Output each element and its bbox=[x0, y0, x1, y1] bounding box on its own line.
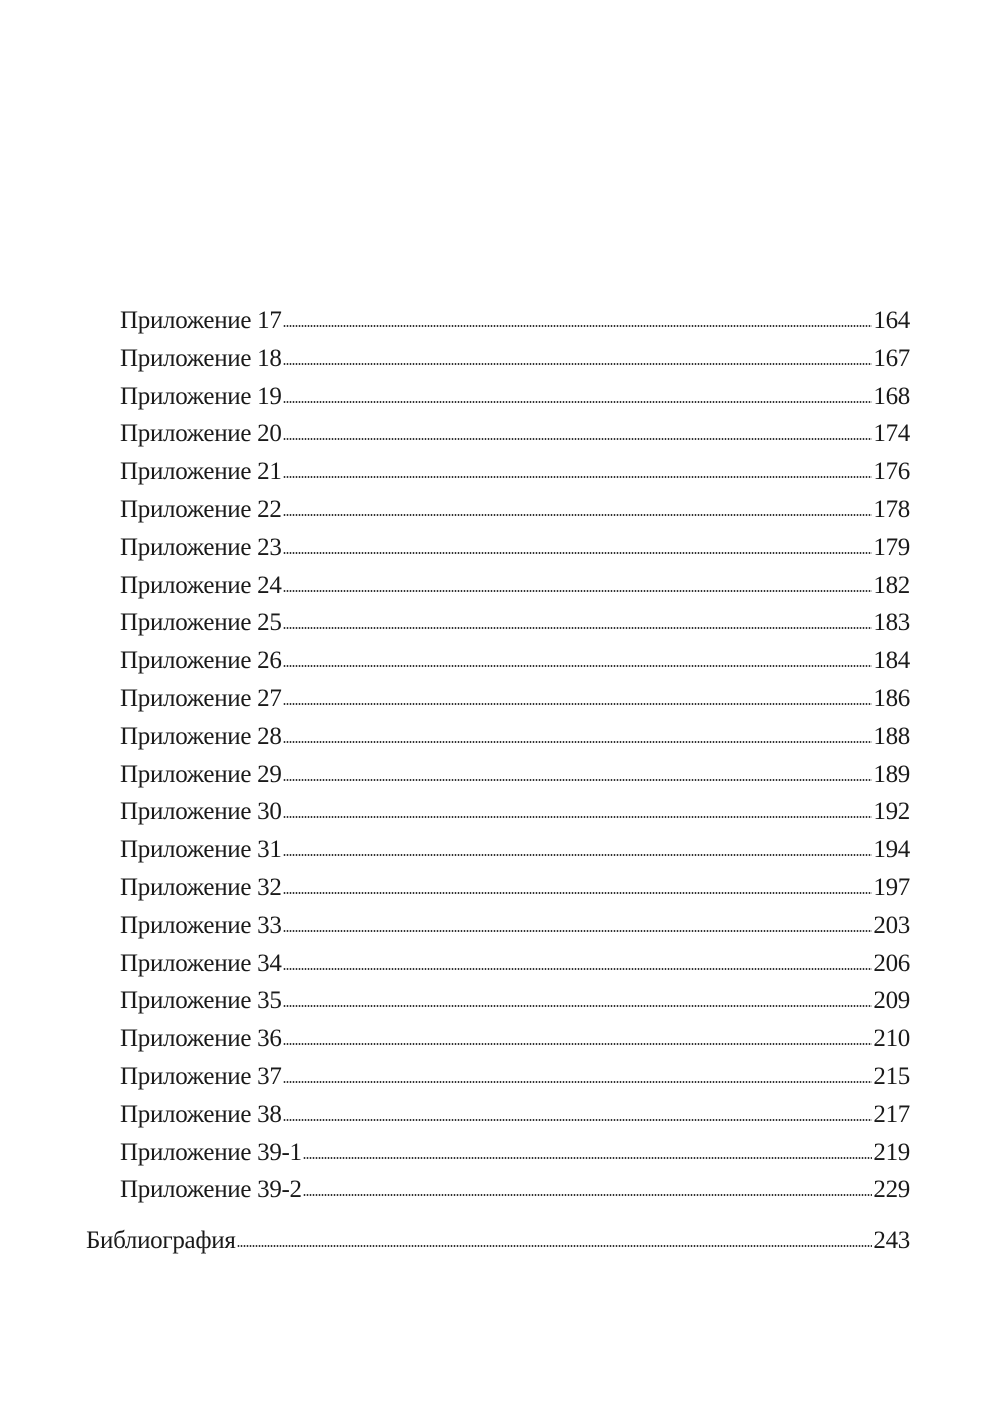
dot-leader bbox=[303, 1157, 873, 1159]
toc-entry-appendix-31[interactable] bbox=[120, 832, 910, 868]
toc-entry-page: 192 bbox=[873, 798, 910, 826]
toc-entry-appendix-36[interactable] bbox=[120, 1021, 910, 1057]
toc-entry-page: 178 bbox=[873, 496, 910, 523]
toc-entry-page: 197 bbox=[873, 874, 910, 901]
dot-leader bbox=[283, 779, 873, 781]
toc-entry-page: 168 bbox=[873, 382, 910, 410]
dot-leader bbox=[283, 627, 873, 629]
toc-entry-appendix-30[interactable] bbox=[120, 794, 910, 830]
toc-entry-appendix-23[interactable] bbox=[120, 530, 910, 566]
toc-entry-label: Приложение 18 bbox=[120, 344, 282, 372]
dot-leader bbox=[283, 854, 873, 856]
toc-entry-appendix-21[interactable] bbox=[120, 454, 910, 490]
toc-entry-appendix-37[interactable] bbox=[120, 1059, 910, 1095]
toc-entry-label: Приложение 32 bbox=[120, 874, 282, 901]
toc-entry-appendix-39-2[interactable] bbox=[120, 1172, 910, 1208]
toc-entry-page: 209 bbox=[873, 987, 910, 1015]
toc-entry-label: Приложение 31 bbox=[120, 836, 282, 864]
toc-entry-appendix-18[interactable] bbox=[120, 341, 910, 377]
toc-entry-label: Приложение 23 bbox=[120, 533, 282, 561]
toc-entry-appendix-39-1[interactable] bbox=[120, 1135, 910, 1171]
toc-entry-page: 189 bbox=[873, 760, 910, 788]
toc-entry-appendix-25[interactable] bbox=[120, 605, 910, 641]
toc-entry-page: 215 bbox=[873, 1063, 910, 1090]
dot-leader bbox=[303, 1194, 873, 1196]
toc-entry-page: 206 bbox=[873, 949, 910, 977]
dot-leader bbox=[283, 590, 873, 592]
dot-leader bbox=[283, 1005, 873, 1007]
dot-leader bbox=[283, 552, 873, 554]
dot-leader bbox=[283, 1081, 873, 1083]
toc-entry-label: Приложение 37 bbox=[120, 1063, 282, 1090]
toc-entry-page: 176 bbox=[873, 458, 910, 486]
toc-entry-page: 164 bbox=[873, 307, 910, 334]
dot-leader bbox=[283, 968, 873, 970]
toc-entry-page: 184 bbox=[873, 647, 910, 675]
toc-entry-page: 219 bbox=[873, 1138, 910, 1166]
toc-entry-page: 182 bbox=[873, 571, 910, 599]
toc-entry-label: Приложение 24 bbox=[120, 571, 282, 599]
toc-entry-label: Приложение 22 bbox=[120, 496, 282, 523]
dot-leader bbox=[237, 1245, 873, 1247]
dot-leader bbox=[283, 363, 873, 365]
toc-entry-appendix-35[interactable] bbox=[120, 983, 910, 1019]
dot-leader bbox=[283, 703, 873, 705]
dot-leader bbox=[283, 438, 873, 440]
toc-entry-appendix-38[interactable] bbox=[120, 1097, 910, 1133]
dot-leader bbox=[283, 476, 873, 478]
toc-entry-appendix-20[interactable] bbox=[120, 416, 910, 452]
toc-entry-label: Приложение 29 bbox=[120, 760, 282, 788]
toc-entry-label: Приложение 30 bbox=[120, 798, 282, 826]
toc-entry-page: 183 bbox=[873, 609, 910, 637]
dot-leader bbox=[283, 892, 873, 894]
dot-leader bbox=[283, 741, 873, 743]
toc-entry-appendix-24[interactable] bbox=[120, 568, 910, 604]
toc-entry-page: 203 bbox=[873, 911, 910, 939]
dot-leader bbox=[283, 665, 873, 667]
dot-leader bbox=[283, 325, 873, 327]
toc-entry-appendix-32[interactable] bbox=[120, 870, 910, 906]
toc-entry-bibliography[interactable] bbox=[86, 1223, 910, 1259]
toc-entry-label: Приложение 38 bbox=[120, 1100, 282, 1128]
toc-entry-page: 188 bbox=[873, 722, 910, 750]
toc-entry-page: 194 bbox=[873, 836, 910, 864]
toc-entry-label: Приложение 27 bbox=[120, 685, 282, 712]
dot-leader bbox=[283, 930, 873, 932]
toc-entry-appendix-17[interactable] bbox=[120, 303, 910, 339]
toc-entry-label: Приложение 39-1 bbox=[120, 1138, 302, 1166]
toc-entry-appendix-28[interactable] bbox=[120, 719, 910, 755]
toc-entry-label: Приложение 28 bbox=[120, 722, 282, 750]
dot-leader bbox=[283, 1043, 873, 1045]
toc-entry-label: Приложение 34 bbox=[120, 949, 282, 977]
toc-entry-label: Приложение 21 bbox=[120, 458, 282, 486]
toc-entry-appendix-34[interactable] bbox=[120, 946, 910, 982]
toc-entry-page: 167 bbox=[873, 344, 910, 372]
toc-entry-page: 217 bbox=[873, 1100, 910, 1128]
toc-entry-appendix-29[interactable] bbox=[120, 757, 910, 793]
toc-entry-label: Библиография bbox=[86, 1227, 236, 1254]
toc-entry-page: 243 bbox=[873, 1227, 910, 1254]
toc-entry-page: 186 bbox=[873, 685, 910, 712]
toc-entry-appendix-33[interactable] bbox=[120, 908, 910, 944]
dot-leader bbox=[283, 1119, 873, 1121]
toc-entry-page: 210 bbox=[873, 1025, 910, 1053]
toc-entry-label: Приложение 36 bbox=[120, 1025, 282, 1053]
toc-entry-page: 229 bbox=[873, 1176, 910, 1204]
toc-entry-label: Приложение 17 bbox=[120, 307, 282, 334]
toc-entry-appendix-27[interactable] bbox=[120, 681, 910, 717]
toc-entry-appendix-19[interactable] bbox=[120, 379, 910, 415]
dot-leader bbox=[283, 816, 873, 818]
toc-entry-appendix-22[interactable] bbox=[120, 492, 910, 528]
toc-entry-label: Приложение 39-2 bbox=[120, 1176, 302, 1204]
toc-entry-page: 179 bbox=[873, 533, 910, 561]
dot-leader bbox=[283, 401, 873, 403]
toc-entry-appendix-26[interactable] bbox=[120, 643, 910, 679]
toc-entry-label: Приложение 19 bbox=[120, 382, 282, 410]
toc-entry-label: Приложение 25 bbox=[120, 609, 282, 637]
toc-entry-label: Приложение 33 bbox=[120, 911, 282, 939]
toc-entry-label: Приложение 35 bbox=[120, 987, 282, 1015]
toc-entry-label: Приложение 20 bbox=[120, 420, 282, 448]
dot-leader bbox=[283, 514, 873, 516]
toc-entry-label: Приложение 26 bbox=[120, 647, 282, 675]
toc-entry-page: 174 bbox=[873, 420, 910, 448]
